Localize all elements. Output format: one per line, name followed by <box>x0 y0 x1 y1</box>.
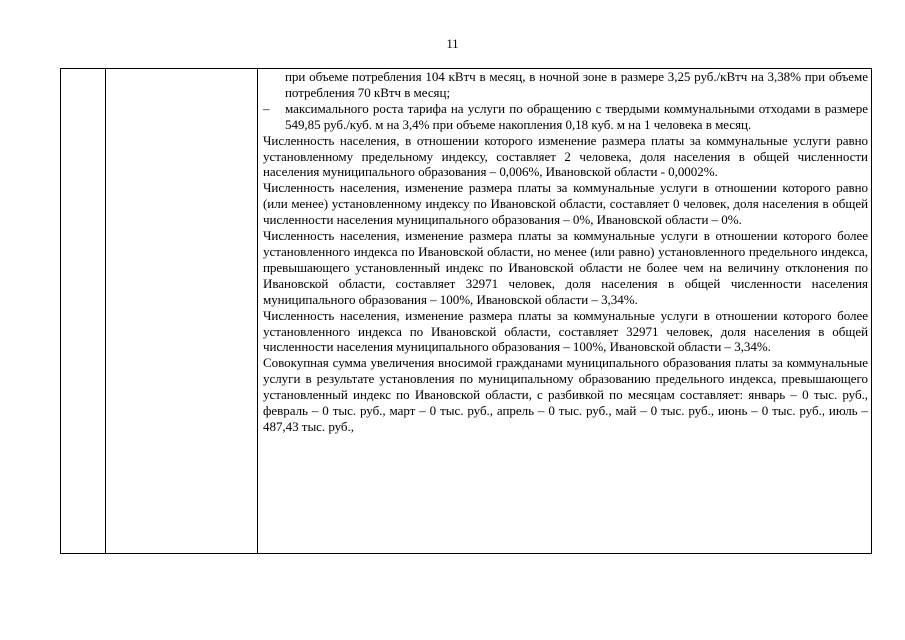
paragraph: Численность населения, в отношении которого изменение размера платы за коммунальные услуги равно установленному предельному индексу, составляет 2 человека, доля населения в общей численности населения муниципального образования – 0,006%, Ивановской области - 0,0002%. <box>263 132 868 180</box>
paragraph-continuation: при объеме потребления 104 кВтч в месяц, в ночной зоне в размере 3,25 руб./кВтч на 3,38% при объеме потребления 70 кВтч в месяц; <box>285 69 868 100</box>
table-cell-name <box>106 69 258 554</box>
table-cell-number <box>61 69 106 554</box>
table-row <box>61 69 872 554</box>
content-table <box>60 68 872 554</box>
paragraph: Численность населения, изменение размера платы за коммунальные услуги в отношении которого более установленного индекса по Ивановской области, составляет 32971 человек, доля населения в общей численности населения муниципального образования – 100%, Ивановской области – 3,34%. <box>263 307 868 355</box>
paragraph: Совокупная сумма увеличения вносимой гражданами муниципального образования платы за коммунальные услуги в результате установления по муниципальному образованию предельного индекса, превышающего установленный индекс по Ивановской области, с разбивкой по месяцам составляет: январь – 0 тыс. руб., февраль – 0 тыс. руб., март – 0 тыс. руб., апрель – 0 тыс. руб., май – 0 тыс. руб., июнь – 0 тыс. руб., июль – 487,43 тыс. руб., <box>263 355 868 434</box>
page-number: 11 <box>446 37 459 51</box>
paragraph: Численность населения, изменение размера платы за коммунальные услуги в отношении которого равно (или менее) установленному индексу по Ивановской области, составляет 0 человек, доля населения в общей численности населения муниципального образования – 0%, Ивановской области – 0%. <box>263 180 868 228</box>
bullet-text: максимального роста тарифа на услуги по обращению с твердыми коммунальными отходами в размере 549,85 руб./куб. м на 3,4% при объеме накопления 0,18 куб. м на 1 человека в месяц. <box>285 100 868 132</box>
paragraph: Численность населения, изменение размера платы за коммунальные услуги в отношении которого более установленного индекса по Ивановской области, но менее (или равно) установленного предельного индекса, превышающего установленный индекс по Ивановской области не более чем на величину отклонения по Ивановской области, составляет 32971 человек, доля населения в общей численности населения муниципального образования – 100%, Ивановской области – 3,34%. <box>263 228 868 307</box>
cell-text-block <box>258 69 871 435</box>
table-cell-text <box>258 69 872 554</box>
bullet-item <box>263 101 868 133</box>
bullet-dash: – <box>263 100 270 116</box>
